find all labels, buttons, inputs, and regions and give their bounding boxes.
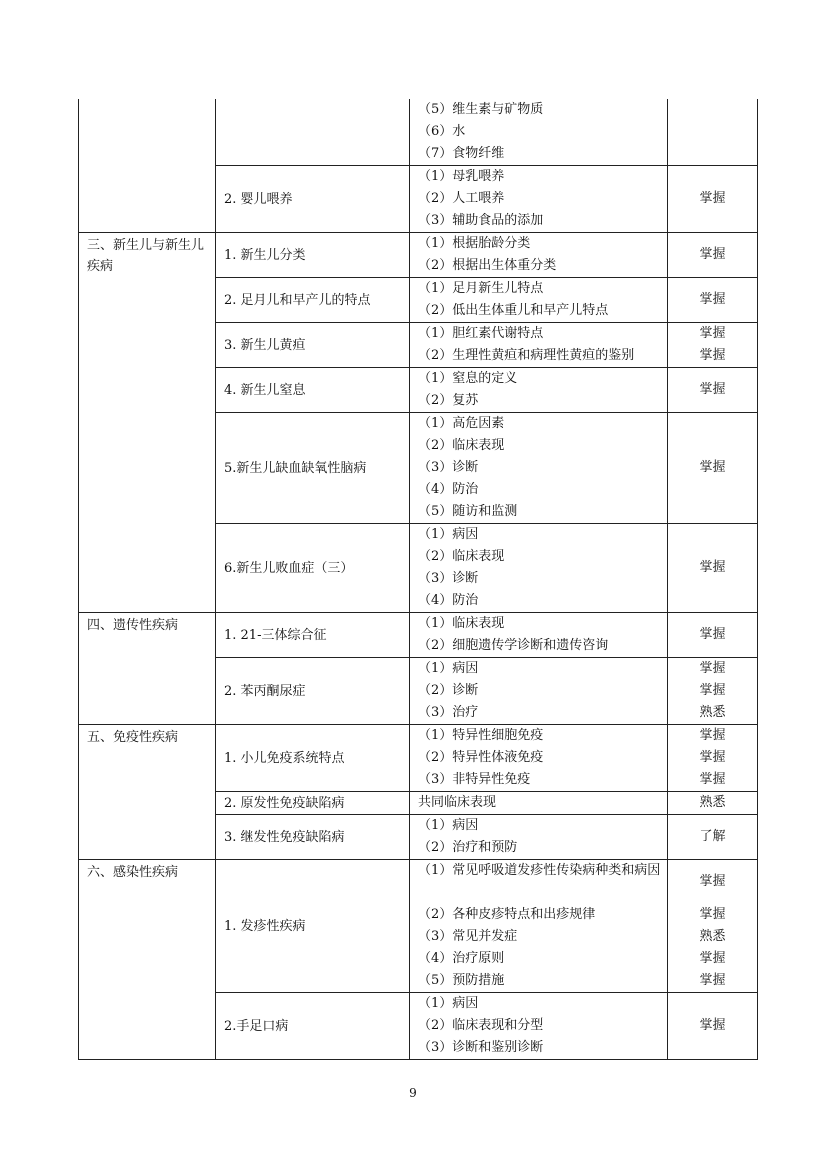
content-item: （1）根据胎龄分类 xyxy=(418,236,531,251)
level-label: 熟悉 xyxy=(699,795,726,810)
level-label: 掌握 xyxy=(699,1018,726,1033)
content-item: （3）诊断和鉴别诊断 xyxy=(418,1040,544,1055)
content-item: （3）常见并发症 xyxy=(418,929,518,944)
level-cell xyxy=(668,658,758,725)
topic-cell: 2.手足口病 xyxy=(216,993,410,1060)
topic-cell: 5.新生儿缺血缺氧性脑病 xyxy=(216,413,410,524)
table-row xyxy=(79,860,758,993)
level-cell xyxy=(668,99,758,166)
items-cell xyxy=(410,792,668,815)
content-item: （3）辅助食品的添加 xyxy=(418,213,544,228)
topic-cell: 2. 足月儿和早产儿的特点 xyxy=(216,278,410,323)
content-item: （2）细胞遗传学诊断和遗传咨询 xyxy=(418,638,609,653)
level-cell xyxy=(668,725,758,792)
items-cell xyxy=(410,278,668,323)
content-item: （4）防治 xyxy=(418,482,479,497)
level-label: 掌握 xyxy=(699,951,726,966)
content-item: （1）高危因素 xyxy=(418,416,505,431)
items-cell xyxy=(410,368,668,413)
topic-cell: 2. 苯丙酮尿症 xyxy=(216,658,410,725)
level-cell xyxy=(668,368,758,413)
topic-cell: 2. 原发性免疫缺陷病 xyxy=(216,792,410,815)
syllabus-table xyxy=(78,99,758,1060)
content-item: （2）临床表现 xyxy=(418,549,505,564)
level-cell xyxy=(668,860,758,993)
level-label: 掌握 xyxy=(699,683,726,698)
content-item: （2）复苏 xyxy=(418,393,479,408)
table-row xyxy=(79,99,758,166)
level-cell xyxy=(668,323,758,368)
items-cell xyxy=(410,524,668,613)
level-label: 掌握 xyxy=(699,191,726,206)
topic-cell: 3. 新生儿黄疸 xyxy=(216,323,410,368)
items-cell xyxy=(410,233,668,278)
items-cell xyxy=(410,166,668,233)
content-item: （1）常见呼吸道发疹性传染病种类和病因 xyxy=(418,863,661,878)
topic-cell: 2. 婴儿喂养 xyxy=(216,166,410,233)
level-cell xyxy=(668,233,758,278)
content-item: （3）非特异性免疫 xyxy=(418,772,531,787)
level-label: 了解 xyxy=(699,829,726,844)
content-item: （1）临床表现 xyxy=(418,616,505,631)
level-label: 掌握 xyxy=(699,874,726,889)
content-item: （2）低出生体重儿和早产儿特点 xyxy=(418,303,609,318)
content-item: （4）治疗原则 xyxy=(418,951,505,966)
content-item: （1）病因 xyxy=(418,996,479,1011)
level-cell xyxy=(668,792,758,815)
table-row xyxy=(79,613,758,658)
content-item: （1）特异性细胞免疫 xyxy=(418,728,544,743)
topic-cell: 4. 新生儿窒息 xyxy=(216,368,410,413)
content-item: （2）特异性体液免疫 xyxy=(418,750,544,765)
level-label: 掌握 xyxy=(699,728,726,743)
items-cell xyxy=(410,413,668,524)
content-item: （1）窒息的定义 xyxy=(418,371,518,386)
level-cell xyxy=(668,278,758,323)
content-item: （3）治疗 xyxy=(418,705,479,720)
content-item: 共同临床表现 xyxy=(418,795,497,810)
level-cell xyxy=(668,413,758,524)
level-label: 熟悉 xyxy=(699,929,726,944)
content-item: （2）生理性黄疸和病理性黄疸的鉴别 xyxy=(418,348,635,363)
syllabus-table-body xyxy=(79,99,758,1060)
category-cell: 五、免疫性疾病 xyxy=(79,725,216,860)
items-cell xyxy=(410,725,668,792)
items-cell xyxy=(410,658,668,725)
topic-cell xyxy=(216,99,410,166)
items-cell xyxy=(410,99,668,166)
content-item: （3）诊断 xyxy=(418,571,479,586)
items-cell xyxy=(410,860,668,993)
level-cell xyxy=(668,166,758,233)
level-label: 熟悉 xyxy=(699,705,726,720)
level-label: 掌握 xyxy=(699,627,726,642)
topic-cell: 3. 继发性免疫缺陷病 xyxy=(216,815,410,860)
topic-cell: 6.新生儿败血症（三） xyxy=(216,524,410,613)
items-cell xyxy=(410,323,668,368)
items-cell xyxy=(410,993,668,1060)
level-label: 掌握 xyxy=(699,348,726,363)
content-item: （1）胆红素代谢特点 xyxy=(418,326,544,341)
content-item: （5）预防措施 xyxy=(418,973,505,988)
table-row xyxy=(79,233,758,278)
level-label: 掌握 xyxy=(699,750,726,765)
level-label: 掌握 xyxy=(699,907,726,922)
content-item: （1）足月新生儿特点 xyxy=(418,281,544,296)
topic-cell: 1. 21-三体综合征 xyxy=(216,613,410,658)
content-item: （2）人工喂养 xyxy=(418,191,505,206)
content-item: （1）病因 xyxy=(418,527,479,542)
level-label: 掌握 xyxy=(699,973,726,988)
category-cell: 三、新生儿与新生儿疾病 xyxy=(79,233,216,613)
content-item: （2）临床表现和分型 xyxy=(418,1018,544,1033)
level-label: 掌握 xyxy=(699,661,726,676)
content-item: （3）诊断 xyxy=(418,460,479,475)
content-item: （2）临床表现 xyxy=(418,438,505,453)
content-item: （5）随访和监测 xyxy=(418,504,518,519)
content-item: （5）维生素与矿物质 xyxy=(418,102,544,117)
level-label: 掌握 xyxy=(699,772,726,787)
content-item: （1）病因 xyxy=(418,661,479,676)
topic-cell: 1. 新生儿分类 xyxy=(216,233,410,278)
table-row xyxy=(79,725,758,792)
content-item: （4）防治 xyxy=(418,593,479,608)
content-item: （1）母乳喂养 xyxy=(418,169,505,184)
level-label: 掌握 xyxy=(699,326,726,341)
content-item: （2）根据出生体重分类 xyxy=(418,258,557,273)
level-cell xyxy=(668,524,758,613)
category-cell xyxy=(79,99,216,233)
content-item: （1）病因 xyxy=(418,818,479,833)
content-item: （7）食物纤维 xyxy=(418,146,505,161)
level-label xyxy=(668,121,757,143)
level-cell xyxy=(668,613,758,658)
level-cell xyxy=(668,993,758,1060)
items-cell xyxy=(410,815,668,860)
content-item: （2）诊断 xyxy=(418,683,479,698)
category-cell: 六、感染性疾病 xyxy=(79,860,216,1060)
category-cell: 四、遗传性疾病 xyxy=(79,613,216,725)
level-label: 掌握 xyxy=(699,292,726,307)
content-item: （2）各种皮疹特点和出疹规律 xyxy=(418,907,596,922)
content-item: （2）治疗和预防 xyxy=(418,840,518,855)
level-label: 掌握 xyxy=(699,460,726,475)
level-cell xyxy=(668,815,758,860)
topic-cell: 1. 发疹性疾病 xyxy=(216,860,410,993)
topic-cell: 1. 小儿免疫系统特点 xyxy=(216,725,410,792)
level-label: 掌握 xyxy=(699,247,726,262)
level-label: 掌握 xyxy=(699,560,726,575)
page-number: 9 xyxy=(409,1086,417,1100)
level-label: 掌握 xyxy=(699,382,726,397)
items-cell xyxy=(410,613,668,658)
content-item: （6）水 xyxy=(418,124,466,139)
